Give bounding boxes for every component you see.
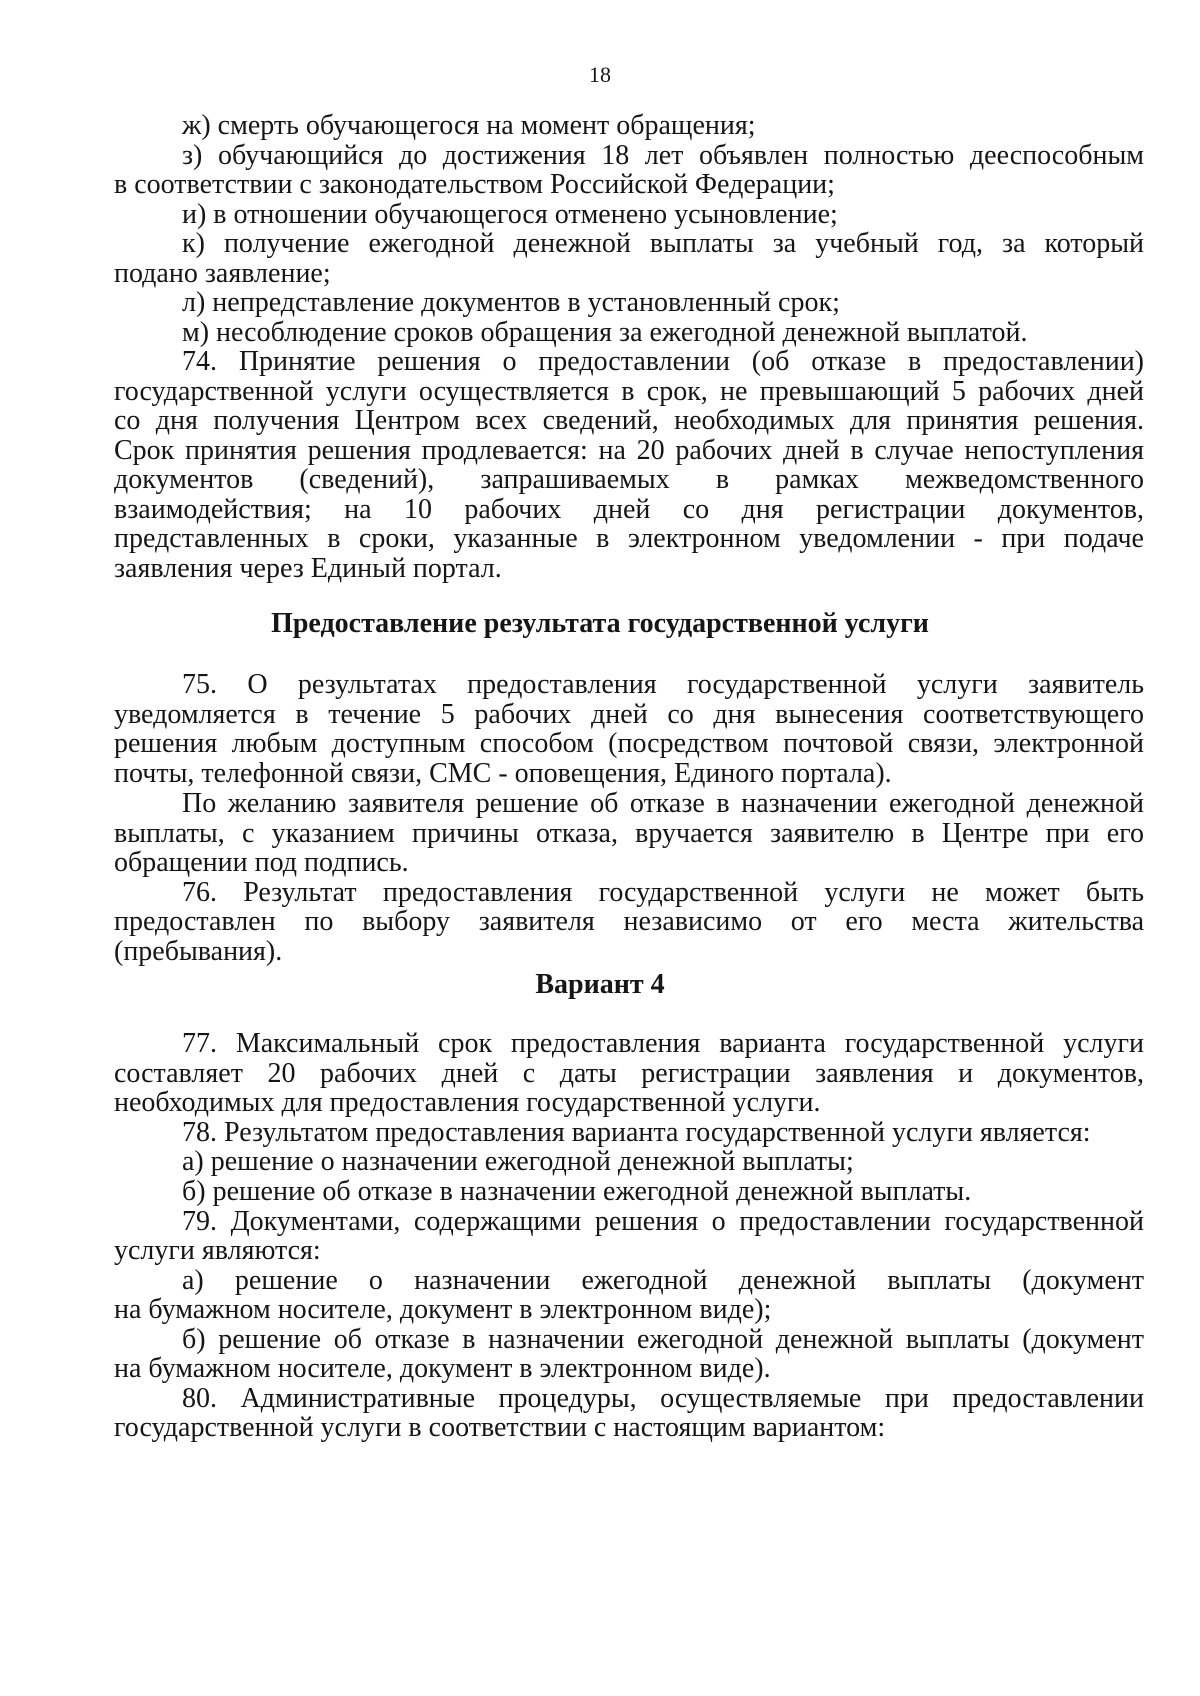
paragraph-78-item-b: б) решение об отказе в назначении ежегодной денежной выплаты. [182, 1176, 972, 1207]
paragraph-74-line-6: взаимодействия; на 10 рабочих дней со дня регистрации документов, [114, 494, 1144, 525]
paragraph-75-line-1: 75. О результатах предоставления государственной услуги заявитель [182, 669, 1144, 700]
paragraph-74-line-5: документов (сведений), запрашиваемых в рамках межведомственного [114, 464, 1144, 495]
paragraph-74-line-3: со дня получения Центром всех сведений, необходимых для принятия решения. [114, 405, 1144, 436]
paragraph-74-line-7: представленных в сроки, указанные в электронном уведомлении - при подаче [114, 523, 1144, 554]
paragraph-76-line-1: 76. Результат предоставления государственной услуги не может быть [182, 877, 1144, 908]
paragraph-76-line-3: (пребывания). [114, 936, 283, 967]
paragraph-75-line-2: уведомляется в течение 5 рабочих дней со дня вынесения соответствующего [114, 699, 1144, 730]
paragraph-74-line-2: государственной услуги осуществляется в срок, не превышающий 5 рабочих дней [114, 376, 1144, 407]
paragraph-74-line-8: заявления через Единый портал. [114, 553, 502, 584]
list-item-z-line-2: в соответствии с законодательством Российской Федерации; [114, 169, 835, 200]
list-item-k-line-2: подано заявление; [114, 258, 331, 289]
list-item-z-line-1: з) обучающийся до достижения 18 лет объявлен полностью дееспособным [182, 140, 1144, 171]
list-item-l: л) непредставление документов в установленный срок; [182, 287, 840, 318]
paragraph-75-line-3: решения любым доступным способом (посредством почтовой связи, электронной [114, 728, 1144, 759]
paragraph-77-line-3: необходимых для предоставления государственной услуги. [114, 1087, 821, 1118]
list-item-k-line-1: к) получение ежегодной денежной выплаты за учебный год, за который [182, 228, 1144, 259]
paragraph-79-line-2: услуги являются: [114, 1235, 321, 1266]
list-item-m: м) несоблюдение сроков обращения за ежегодной денежной выплатой. [182, 317, 1028, 348]
paragraph-77-line-1: 77. Максимальный срок предоставления варианта государственной услуги [182, 1028, 1144, 1059]
paragraph-75b-line-2: выплаты, с указанием причины отказа, вручается заявителю в Центре при его [114, 818, 1144, 849]
paragraph-79-item-a-line-2: на бумажном носителе, документ в электронном виде); [114, 1294, 772, 1325]
paragraph-79-item-b-line-2: на бумажном носителе, документ в электронном виде). [114, 1353, 771, 1384]
list-item-i: и) в отношении обучающегося отменено усыновление; [182, 199, 838, 230]
paragraph-75b-line-3: обращении под подпись. [114, 847, 409, 878]
paragraph-79-line-1: 79. Документами, содержащими решения о предоставлении государственной [182, 1206, 1144, 1237]
paragraph-74-line-4: Срок принятия решения продлевается: на 20 рабочих дней в случае непоступления [114, 435, 1144, 466]
list-item-zh: ж) смерть обучающегося на момент обращения; [182, 110, 756, 141]
paragraph-79-item-b-line-1: б) решение об отказе в назначении ежегодной денежной выплаты (документ [182, 1324, 1144, 1355]
section-heading-result: Предоставление результата государственной услуги [271, 608, 929, 639]
paragraph-80-line-2: государственной услуги в соответствии с настоящим вариантом: [114, 1412, 886, 1443]
page-number: 18 [589, 62, 611, 87]
paragraph-75b-line-1: По желанию заявителя решение об отказе в назначении ежегодной денежной [182, 788, 1144, 819]
paragraph-78-item-a: а) решение о назначении ежегодной денежной выплаты; [182, 1146, 854, 1177]
paragraph-74-line-1: 74. Принятие решения о предоставлении (об отказе в предоставлении) [182, 346, 1144, 377]
paragraph-76-line-2: предоставлен по выбору заявителя независимо от его места жительства [114, 906, 1144, 937]
paragraph-77-line-2: составляет 20 рабочих дней с даты регистрации заявления и документов, [114, 1058, 1144, 1089]
paragraph-75-line-4: почты, телефонной связи, СМС - оповещения, Единого портала). [114, 758, 892, 789]
section-heading-variant-4: Вариант 4 [535, 969, 665, 1000]
paragraph-79-item-a-line-1: а) решение о назначении ежегодной денежной выплаты (документ [182, 1265, 1144, 1296]
paragraph-78: 78. Результатом предоставления варианта государственной услуги является: [182, 1117, 1091, 1148]
paragraph-80-line-1: 80. Административные процедуры, осуществляемые при предоставлении [182, 1383, 1144, 1414]
